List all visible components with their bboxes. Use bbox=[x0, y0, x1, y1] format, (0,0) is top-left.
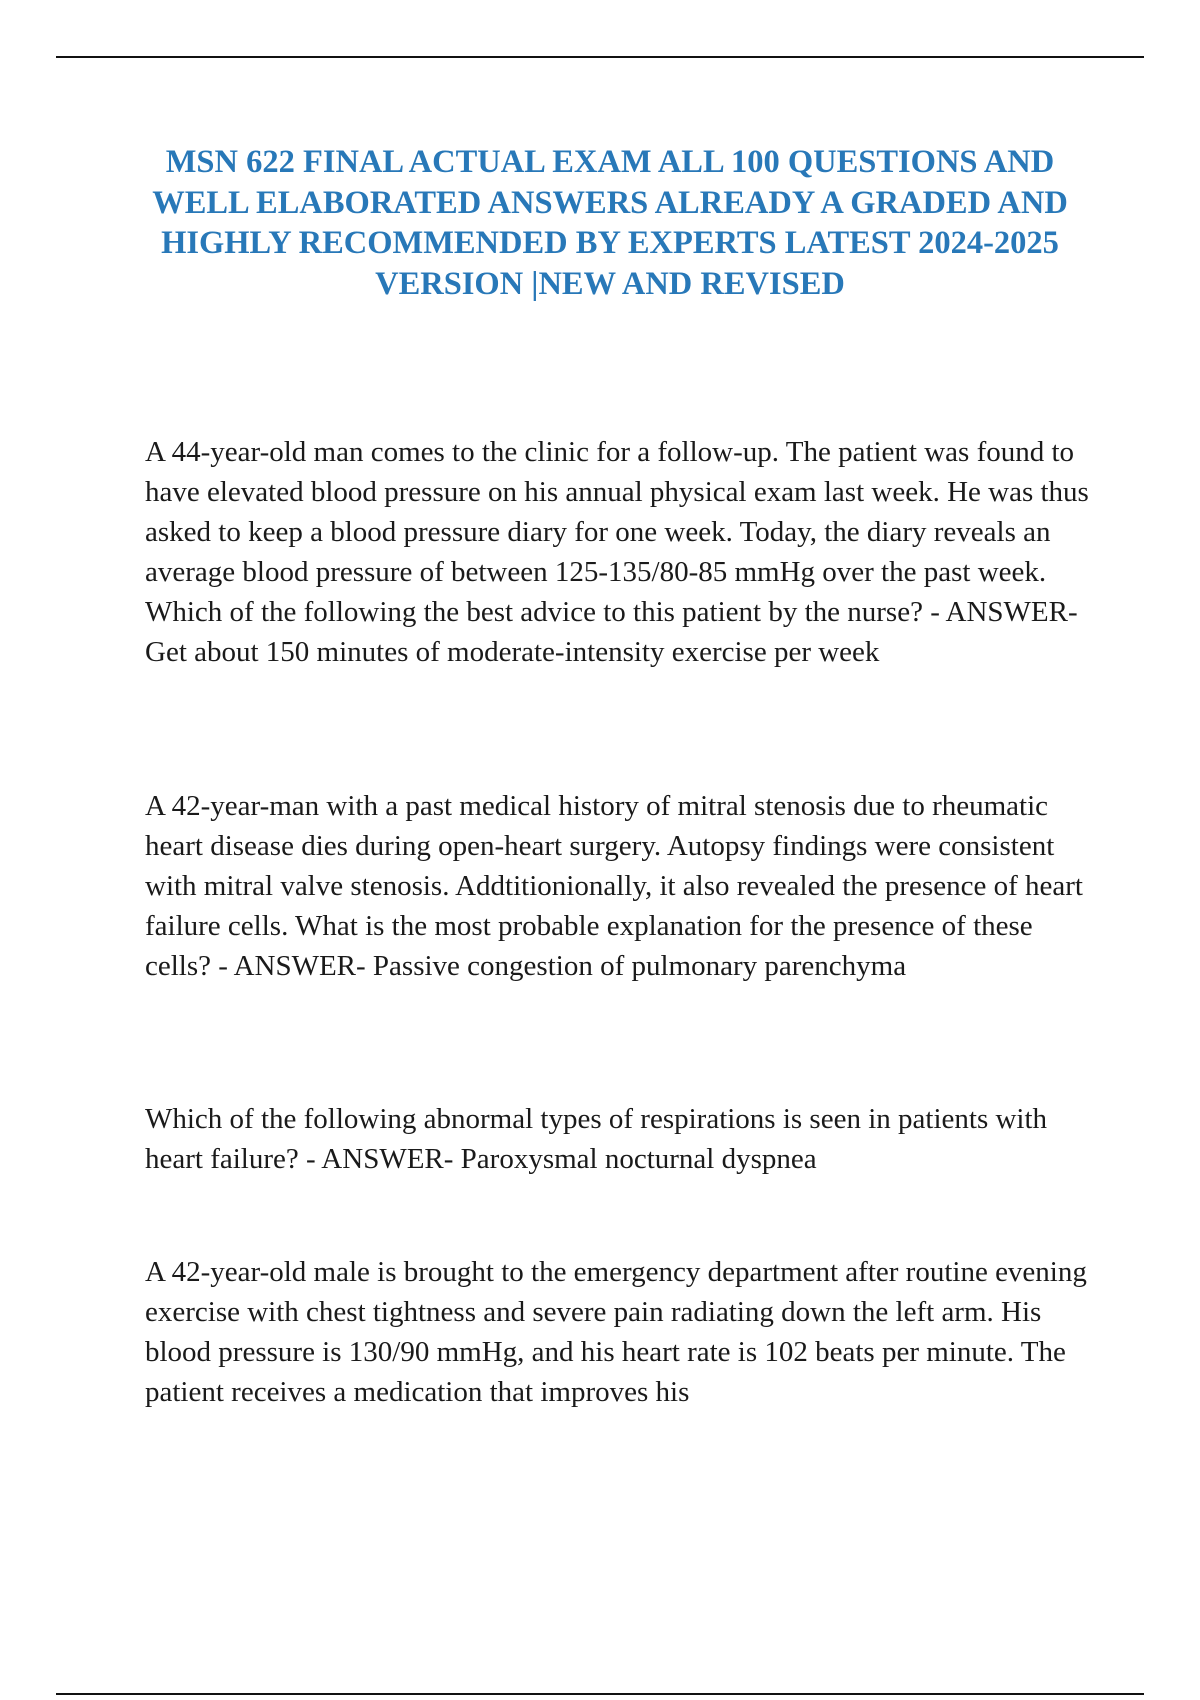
question-answer-item: A 42-year-man with a past medical history of mitral stenosis due to rheumatic heart disease dies during open-heart surgery. Autopsy findings were consistent with mitral valve stenosis. Addtitionionally, it also revealed the presence of heart failure cells. What is the most probable explanation for the presence of these cells? - ANSWER- Passive congestion of pulmonary parenchyma bbox=[145, 790, 1083, 982]
question-answer-item: Which of the following abnormal types of respirations is seen in patients with heart failure? - ANSWER- Paroxysmal nocturnal dyspnea bbox=[145, 1103, 1048, 1175]
document-title: MSN 622 FINAL ACTUAL EXAM ALL 100 QUESTIONS AND WELL ELABORATED ANSWERS ALREADY A GRADED AND HIGHLY RECOMMENDED BY EXPERTS LATEST 2024-2025 VERSION |NEW AND REVISED bbox=[152, 144, 1068, 302]
bottom-divider bbox=[56, 1693, 1144, 1695]
top-divider bbox=[56, 56, 1144, 58]
question-answer-item: A 44-year-old man comes to the clinic for a follow-up. The patient was found to have elevated blood pressure on his annual physical exam last week. He was thus asked to keep a blood pressure diary for one week. Today, the diary reveals an average blood pressure of between 125-135/80-85 mmHg over the past week. Which of the following the best advice to this patient by the nurse? - ANSWER- Get about 150 minutes of moderate-intensity exercise per week bbox=[145, 436, 1089, 668]
question-answer-item: A 42-year-old male is brought to the emergency department after routine evening exercise with chest tightness and severe pain radiating down the left arm. His blood pressure is 130/90 mmHg, and his heart rate is 102 beats per minute. The patient receives a medication that improves his bbox=[145, 1256, 1087, 1408]
